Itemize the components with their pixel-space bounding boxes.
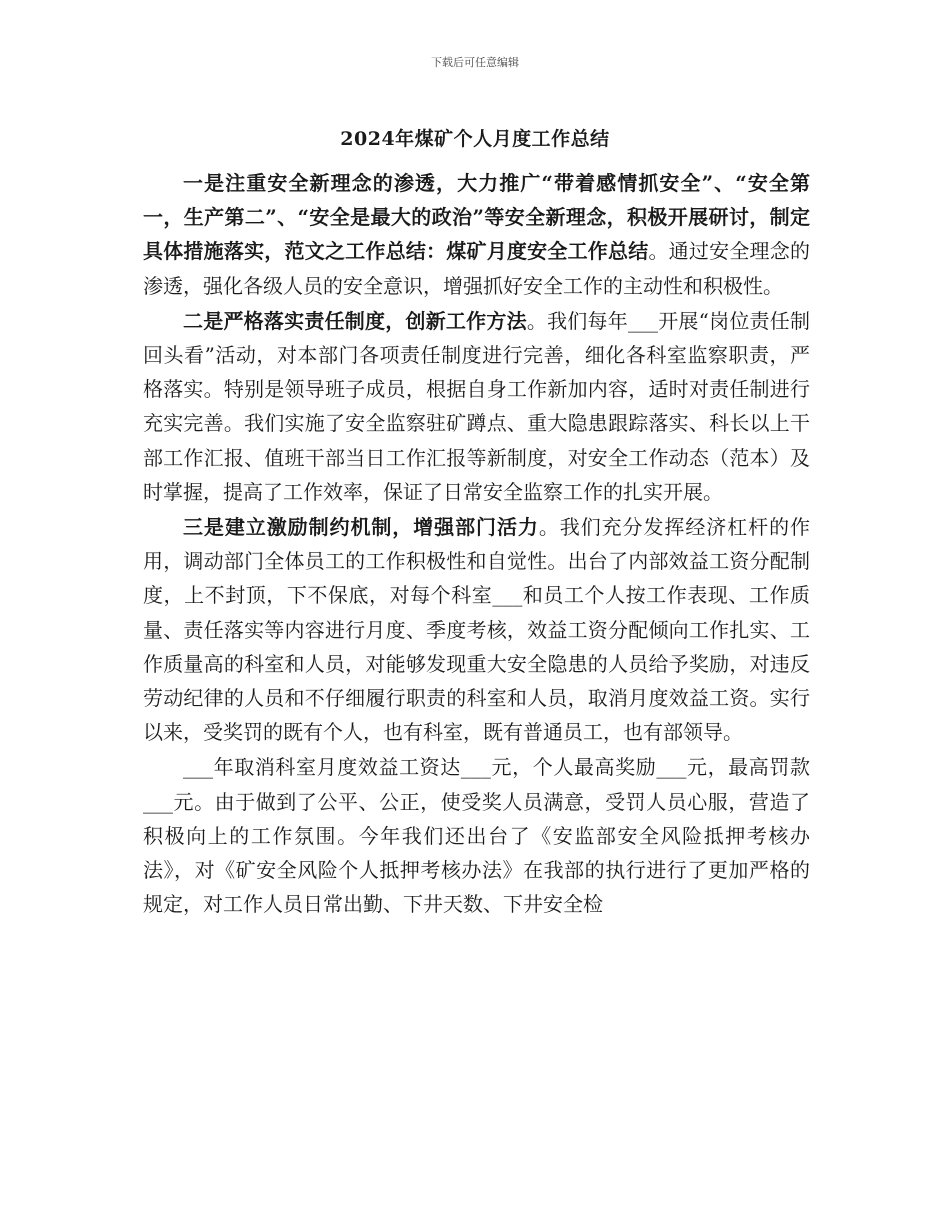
header-note: 下载后可任意编辑 xyxy=(431,56,519,69)
paragraph-lead: 一是注重安全新理念的渗透，大力推广“带着感情抓安全”、“安全第一，生产第二”、“安全是最大的政治”等安全新理念，积极开展研讨，制定具体措施落实，范文之工作总结：煤矿月度安全工作总结 xyxy=(143,171,810,264)
paragraph-lead: 三是建立激励制约机制，增强部门活力 xyxy=(183,515,539,540)
paragraph-text: ___年取消科室月度效益工资达___元，个人最高奖励___元，最高罚款___元。由于做到了公平、公正，使受奖人员满意，受罚人员心服，营造了积极向上的工作氛围。今年我们还出台了《安监部安全风险抵押考核办法》，对《矿安全风险个人抵押考核办法》在我部的执行进行了更加严格的规定，对工作人员日常出勤、下井天数、下井安全检 xyxy=(143,755,810,917)
paragraph-lead: 二是严格落实责任制度，创新工作方法 xyxy=(183,308,527,333)
paragraph-3 xyxy=(143,510,810,749)
paragraph-text: 。我们每年___开展“岗位责任制回头看”活动，对本部门各项责任制度进行完善，细化各科室监察职责，严格落实。特别是领导班子成员，根据自身工作新加内容，适时对责任制进行充实完善。我们实施了安全监察驻矿蹲点、重大隐患跟踪落实、科长以上干部工作汇报、值班干部当日工作汇报等新制度，对安全工作动态（范本）及时掌握，提高了工作效率，保证了日常安全监察工作的扎实开展。 xyxy=(143,308,811,504)
paragraph-1 xyxy=(143,166,810,303)
paragraph-text: 。我们充分发挥经济杠杆的作用，调动部门全体员工的工作积极性和自觉性。出台了内部效益工资分配制度，上不封顶，下不保底，对每个科室___和员工个人按工作表现、工作质量、责任落实等内容进行月度、季度考核，效益工资分配倾向工作扎实、工作质量高的科室和人员，对能够发现重大安全隐患的人员给予奖励，对违反劳动纪律的人员和不仔细履行职责的科室和人员，取消月度效益工资。实行以来，受奖罚的既有个人，也有科室，既有普通员工，也有部领导。 xyxy=(143,515,811,745)
paragraph-4 xyxy=(143,750,810,921)
document-title: 2024年煤矿个人月度工作总结 xyxy=(340,128,610,150)
paragraph-text: 。通过安全理念的渗透，强化各级人员的安全意识，增强抓好安全工作的主动性和积极性。 xyxy=(143,239,810,298)
paragraph-2 xyxy=(143,304,810,509)
document-body xyxy=(143,166,810,921)
